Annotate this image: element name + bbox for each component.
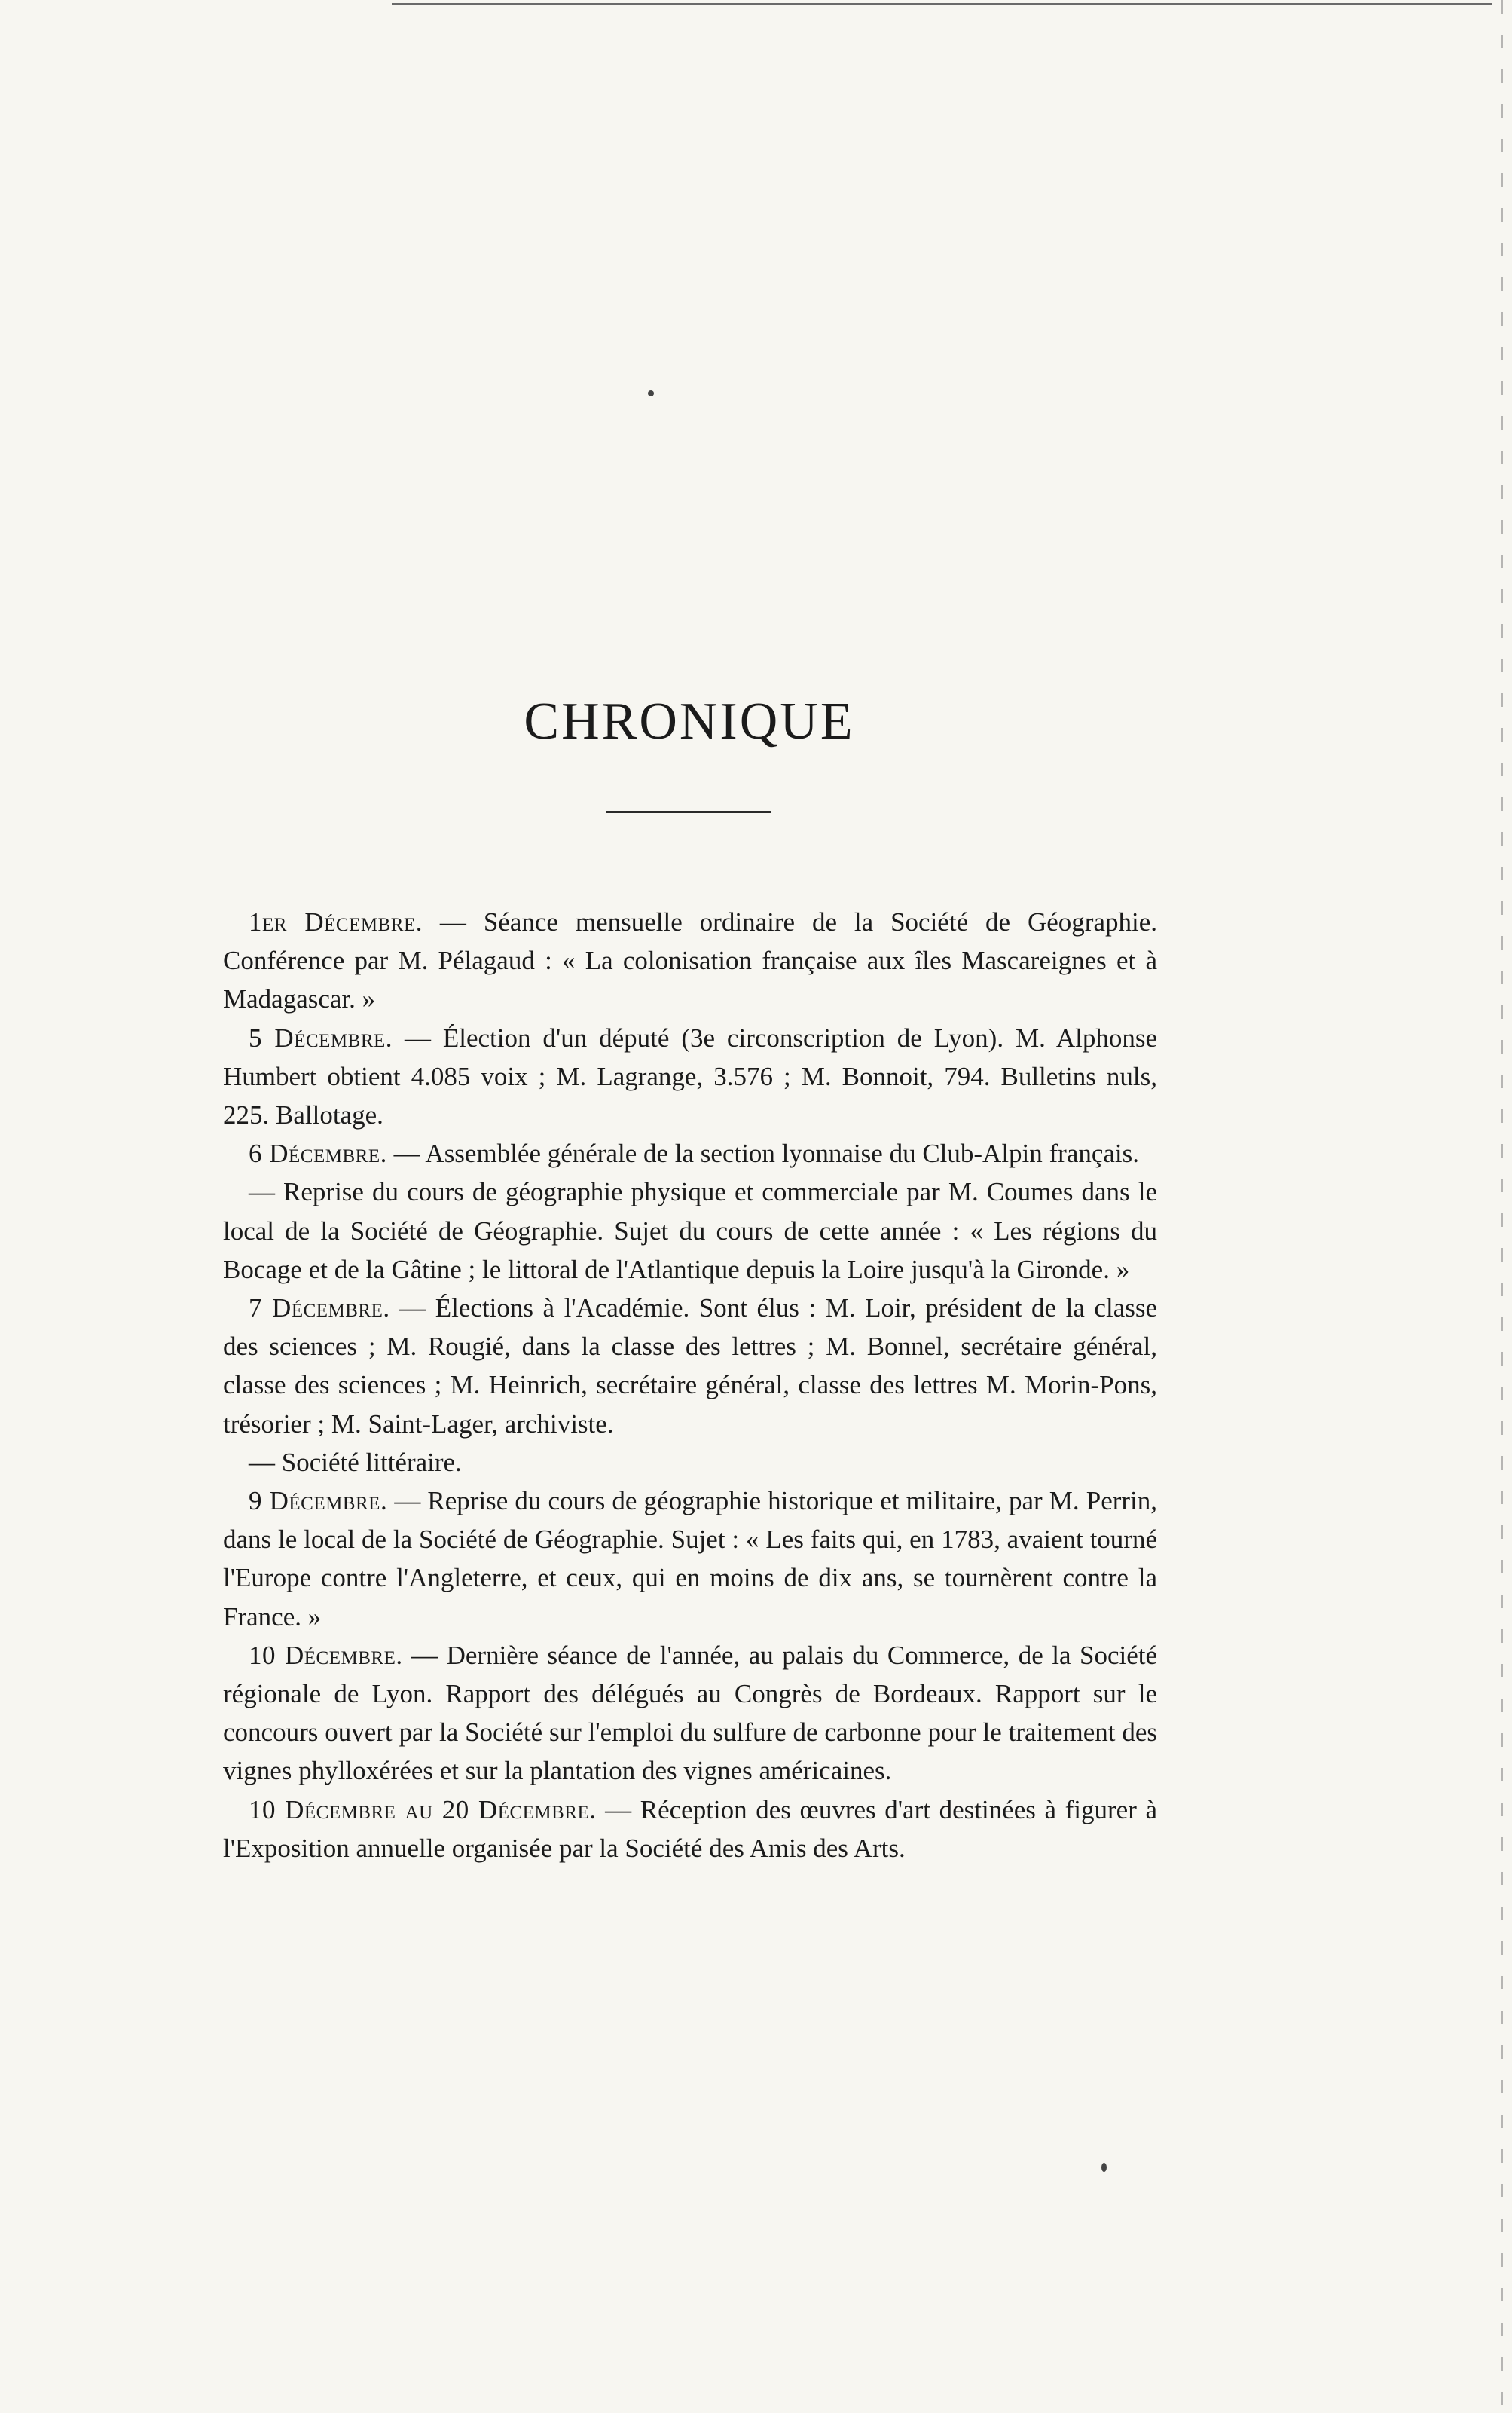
entry-text: — Assemblée générale de la section lyonnaise du Club-Alpin français. (393, 1139, 1140, 1169)
chronicle-entry (223, 1289, 1157, 1443)
chronicle-entry (223, 1636, 1157, 1791)
entry-text: — Élection d'un député (3e circonscription de Lyon). M. Alphonse Humbert obtient 4.085 voix ; M. Lagrange, 3.576 ; M. Bonnoit, 794. Bulletins nuls, 225. Ballotage. (223, 1023, 1158, 1130)
entry-text: — Réception des œuvres d'art destinées à figurer à l'Exposition annuelle organisée par la Société des Amis des Arts. (223, 1794, 1158, 1863)
chronicle-entry (223, 1173, 1157, 1289)
chronicle-body (223, 903, 1157, 1867)
entry-date: 5 Décembre. (249, 1023, 393, 1053)
chronicle-entry (223, 1791, 1157, 1867)
entry-text: — Société littéraire. (249, 1447, 462, 1477)
page-edge-shadow (1501, 0, 1503, 2413)
chronicle-entry (223, 1134, 1157, 1173)
entry-date: 10 Décembre. (249, 1640, 403, 1670)
entry-text: — Élections à l'Académie. Sont élus : M. Loir, président de la classe des sciences ; M. Rougié, dans la classe des lettres ; M. Bonnel, secrétaire général, classe des sciences ; M. Heinrich, secrétaire général, classe des lettres M. Morin-Pons, trésorier ; M. Saint-Lager, archiviste. (223, 1293, 1158, 1439)
entry-date: 10 Décembre au 20 Décembre. (249, 1794, 597, 1824)
page-title: CHRONIQUE (524, 693, 855, 751)
entry-text: — Reprise du cours de géographie physique et commerciale par M. Coumes dans le local de la Société de Géographie. Sujet du cours de cette année : « Les régions du Bocage et de la Gâtine ; le littoral de l'Atlantique depuis la Loire jusqu'à la Gironde. » (223, 1177, 1157, 1284)
entry-date: 6 Décembre. (249, 1139, 387, 1169)
entry-date: 9 Décembre. (249, 1486, 388, 1516)
ink-speck (1101, 2163, 1107, 2172)
entry-date: 7 Décembre. (249, 1293, 390, 1323)
chronicle-entry (223, 1482, 1157, 1636)
title-rule (606, 811, 771, 813)
chronicle-entry (223, 1019, 1157, 1135)
entry-date: 1er Décembre. (249, 907, 423, 937)
chronicle-entry (223, 1443, 1157, 1482)
ink-speck (648, 390, 654, 396)
entry-text: — Dernière séance de l'année, au palais du Commerce, de la Société régionale de Lyon. Rapport des délégués au Congrès de Bordeaux. Rapport sur le concours ouvert par la Société sur l'emploi du sulfure de carbonne pour le traitement des vignes phylloxérées et sur la plantation des vignes américaines. (223, 1640, 1158, 1786)
top-edge-rule (392, 3, 1492, 5)
entry-text: — Séance mensuelle ordinaire de la Société de Géographie. Conférence par M. Pélagaud : « La colonisation française aux îles Mascareignes et à Madagascar. » (223, 907, 1158, 1014)
chronicle-entry (223, 903, 1157, 1019)
entry-text: — Reprise du cours de géographie historique et militaire, par M. Perrin, dans le local de la Société de Géographie. Sujet : « Les faits qui, en 1783, avaient tourné l'Europe contre l'Angleterre, et ceux, qui en moins de dix ans, se tournèrent contre la France. » (223, 1486, 1158, 1632)
